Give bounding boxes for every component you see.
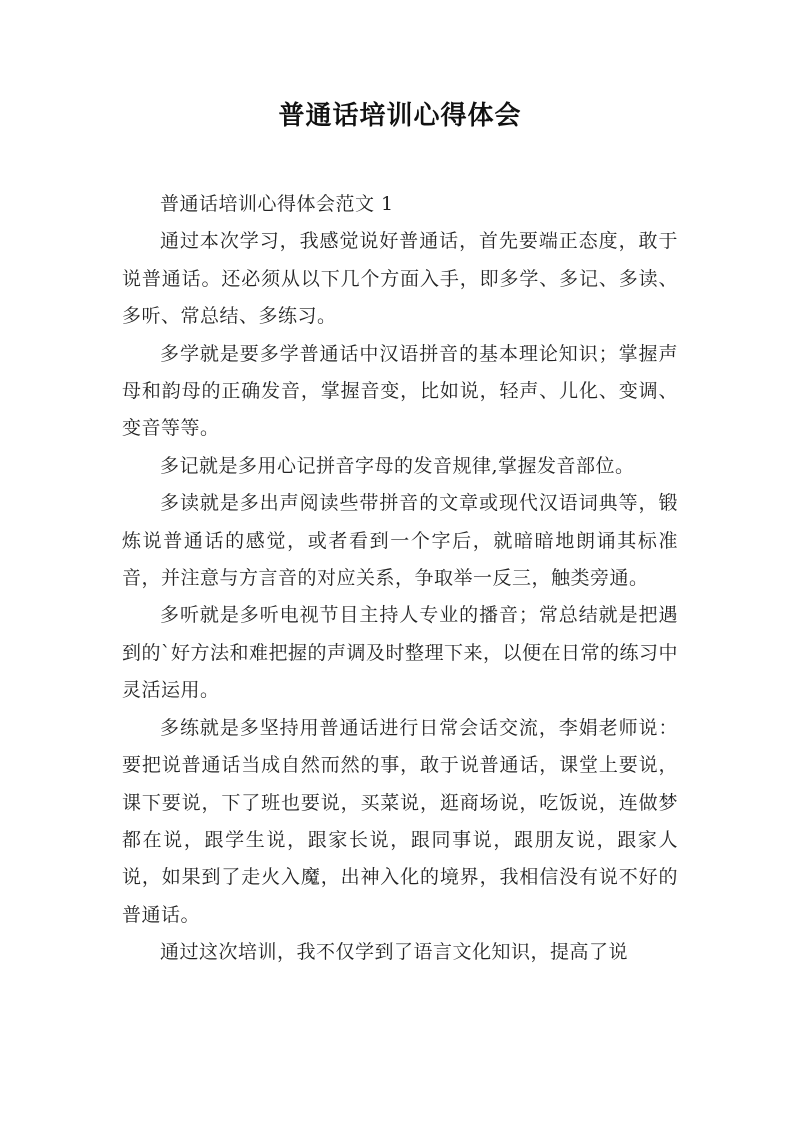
body-paragraph: 多读就是多出声阅读些带拼音的文章或现代汉语词典等，锻炼说普通话的感觉，或者看到一个字后，就暗暗地朗诵其标准音，并注意与方言音的对应关系，争取举一反三，触类旁通。 <box>122 492 678 590</box>
document-body <box>122 186 678 972</box>
document-title: 普通话培训心得体会 <box>278 101 522 131</box>
body-paragraph: 通过这次培训，我不仅学到了语言文化知识，提高了说 <box>160 941 629 964</box>
subtitle-paragraph: 普通话培训心得体会范文 1 <box>160 193 394 215</box>
body-paragraph: 多记就是多用心记拼音字母的发音规律,掌握发音部位。 <box>160 454 635 477</box>
body-paragraph: 通过本次学习，我感觉说好普通话，首先要端正态度，敢于说普通话。还必须从以下几个方面入手，即多学、多记、多读、多听、常总结、多练习。 <box>122 230 678 328</box>
body-paragraph: 多听就是多听电视节目主持人专业的播音；常总结就是把遇到的`好方法和难把握的声调及时整理下来，以便在日常的练习中灵活运用。 <box>122 604 679 702</box>
body-paragraph: 多学就是要多学普通话中汉语拼音的基本理论知识；掌握声母和韵母的正确发音，掌握音变，比如说，轻声、儿化、变调、变音等等。 <box>122 342 678 440</box>
body-paragraph: 多练就是多坚持用普通话进行日常会话交流，李娟老师说：要把说普通话当成自然而然的事，敢于说普通话，课堂上要说，课下要说，下了班也要说，买菜说，逛商场说，吃饭说，连做梦都在说，跟学生说，跟家长说，跟同事说，跟朋友说，跟家人说，如果到了走火入魔，出神入化的境界，我相信没有说不好的普通话。 <box>122 716 678 926</box>
